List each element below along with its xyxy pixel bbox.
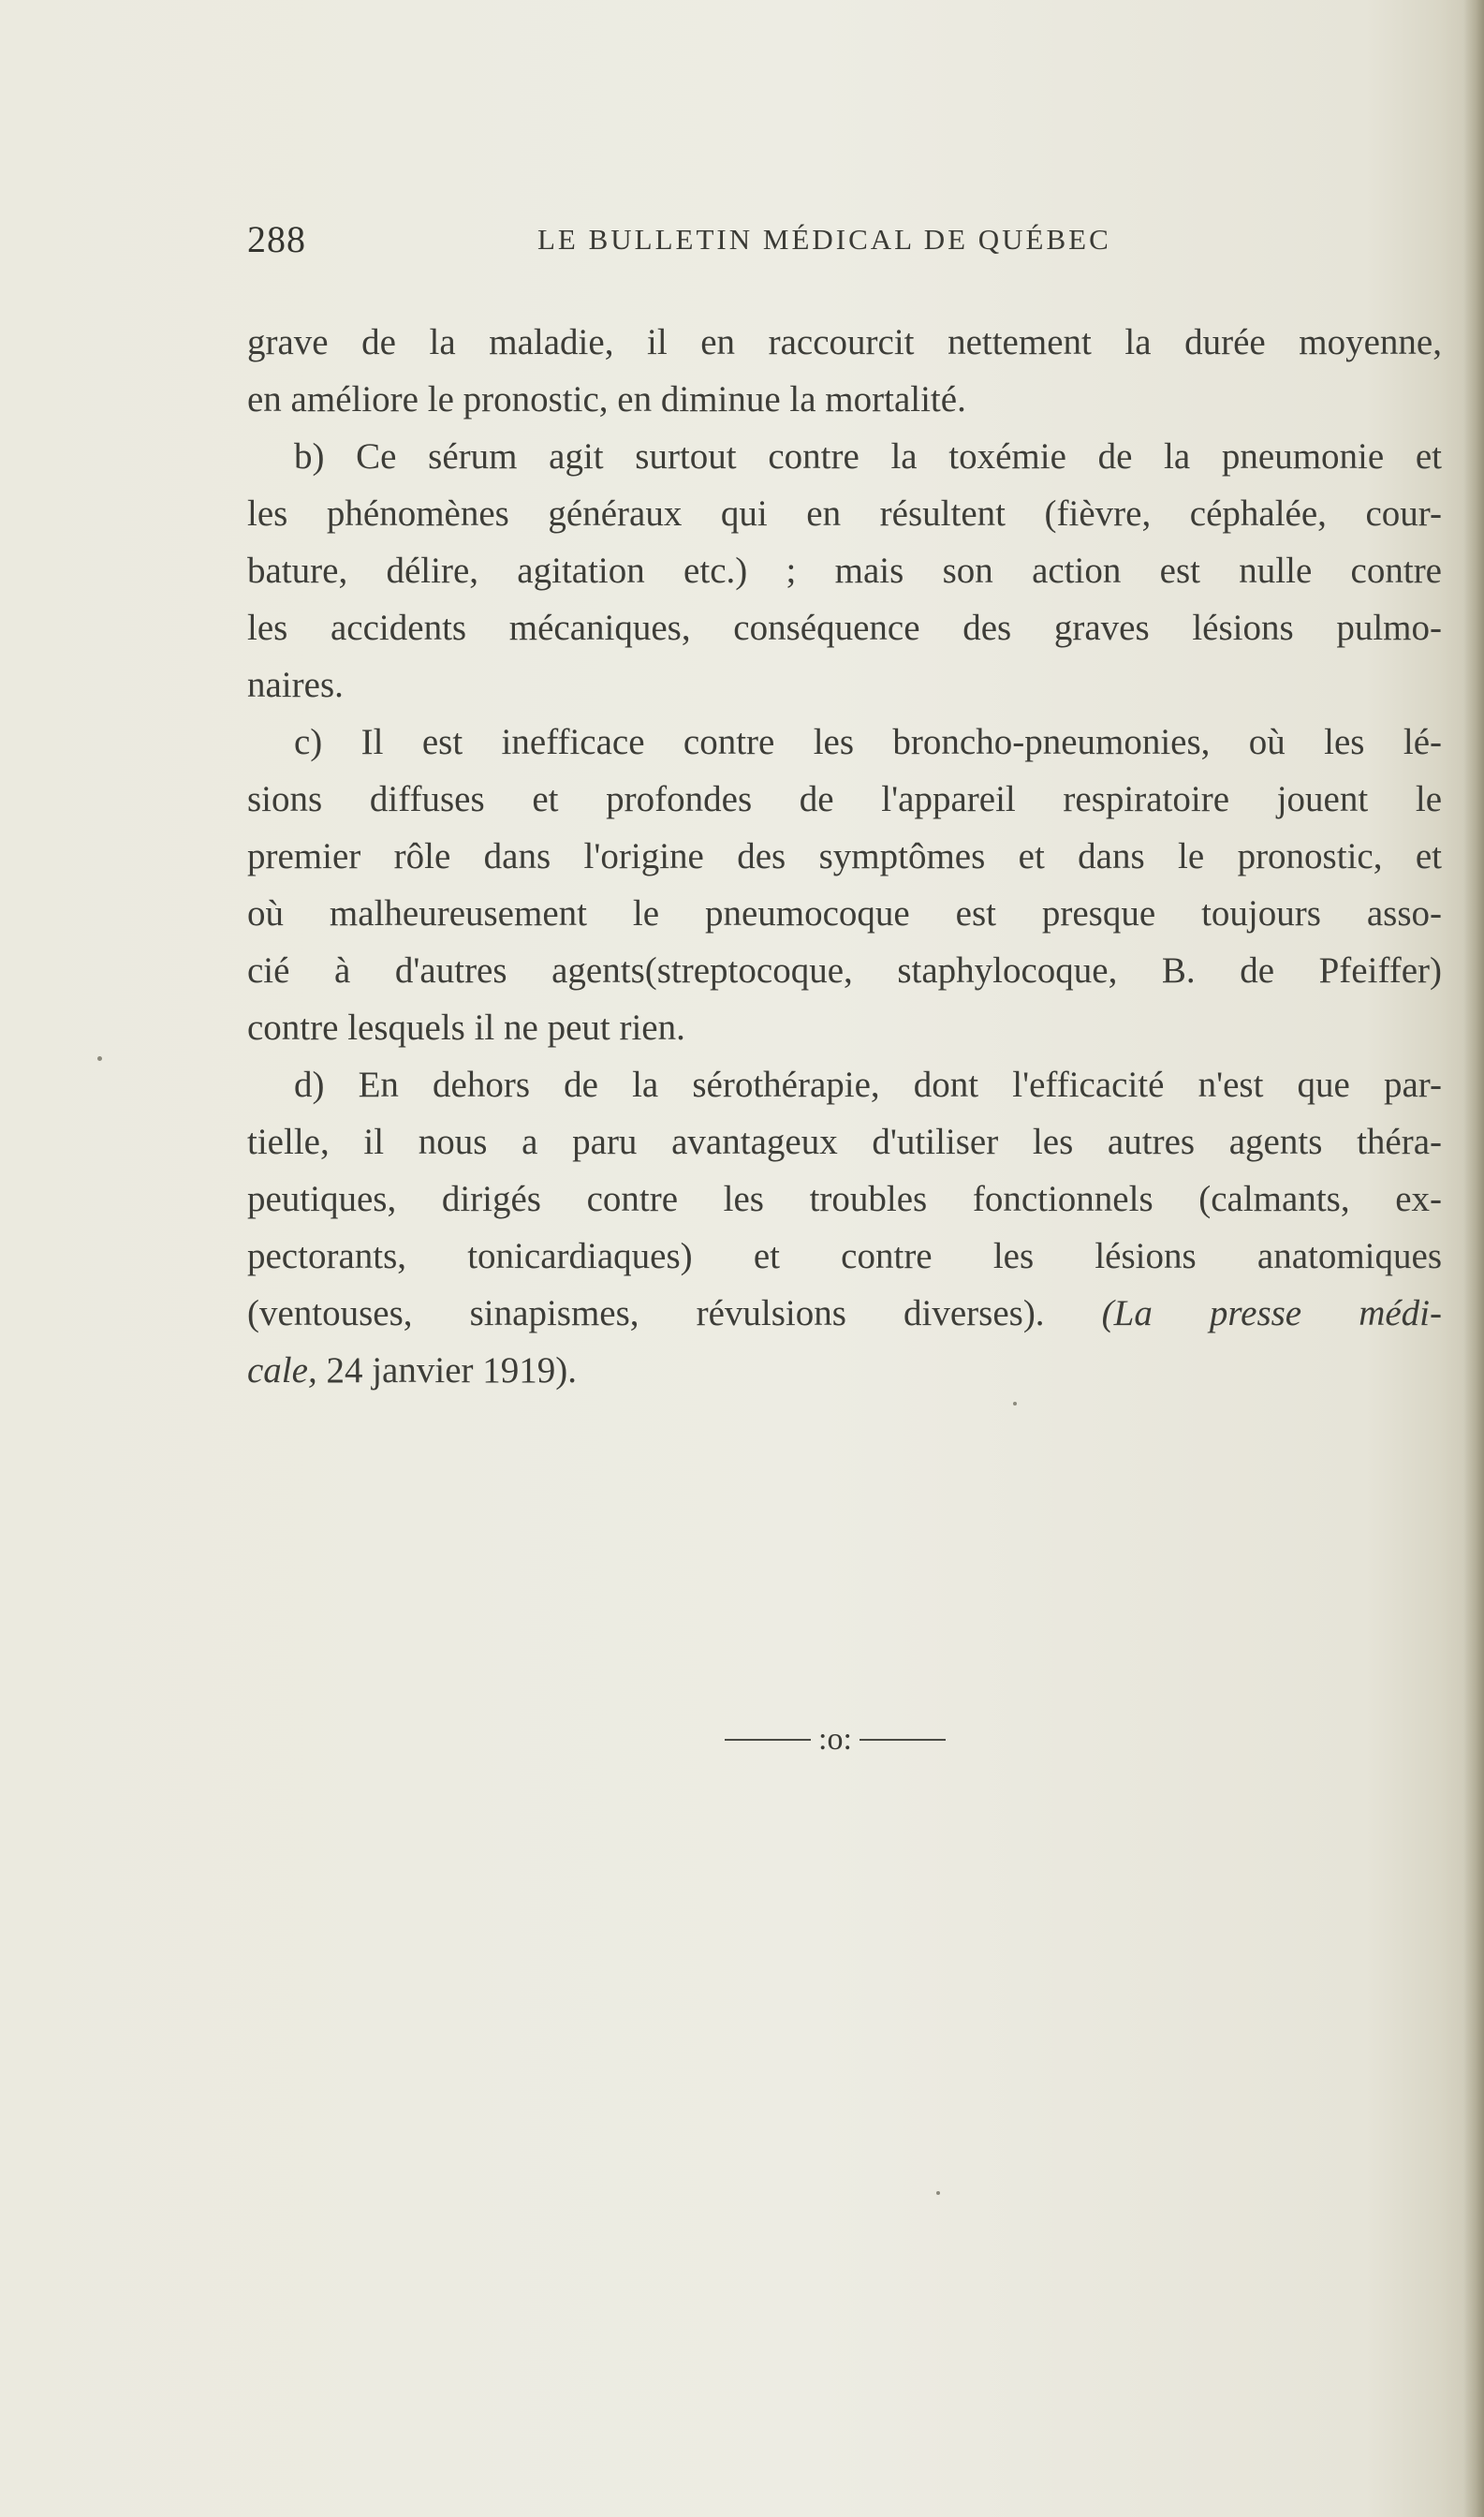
running-title: LE BULLETIN MÉDICAL DE QUÉBEC [537,223,1111,256]
text-line: contre lesquels il ne peut rien. [247,1008,685,1048]
text-line: grave de la maladie, il en raccourcit nettement la durée moyenne, [247,322,1442,362]
text-line: bature, délire, agitation etc.) ; mais son action est nulle contre [247,551,1442,591]
text-line: c) Il est inefficace contre les broncho-pneumonies, où les lé- [294,722,1442,762]
page-edge-shadow [1463,0,1484,2517]
text-line: peutiques, dirigés contre les troubles fonctionnels (calmants, ex- [247,1179,1442,1219]
text-line: premier rôle dans l'origine des symptômes et dans le pronostic, et [247,836,1442,876]
text-line: pectorants, tonicardiaques) et contre les lésions anatomiques [247,1236,1442,1276]
page-header [247,217,1442,273]
text-line: tielle, il nous a paru avantageux d'utiliser les autres agents théra- [247,1122,1442,1162]
paper-speck [97,1056,102,1061]
paper-speck [1013,1402,1017,1406]
text-segment: 24 janvier 1919). [326,1350,577,1391]
article-body [247,314,1442,1399]
paper-speck [936,2191,940,2195]
citation-italic: cale, [247,1350,317,1391]
citation-italic: (La presse médi- [1101,1293,1442,1333]
separator-rule-left [725,1739,811,1741]
text-line: cié à d'autres agents(streptocoque, staphylocoque, B. de Pfeiffer) [247,950,1442,991]
page-number: 288 [247,218,306,260]
text-line: sions diffuses et profondes de l'appareil respiratoire jouent le [247,779,1442,819]
text-line: où malheureusement le pneumocoque est presque toujours asso- [247,893,1442,934]
text-line: naires. [247,665,344,705]
text-line: b) Ce sérum agit surtout contre la toxémie de la pneumonie et [294,436,1442,477]
text-line: d) En dehors de la sérothérapie, dont l'efficacité n'est que par- [294,1065,1442,1105]
text-line-citation-end [247,1342,1442,1399]
text-line: les accidents mécaniques, conséquence des graves lésions pulmo- [247,608,1442,648]
text-line: les phénomènes généraux qui en résultent (fièvre, céphalée, cour- [247,493,1442,534]
text-line-citation-start [247,1285,1442,1342]
separator-rule-right [860,1739,946,1741]
separator-mark: :o: [818,1722,852,1757]
section-separator [725,1719,946,1760]
text-line: en améliore le pronostic, en diminue la mortalité. [247,379,966,420]
text-segment: (ventouses, sinapismes, révulsions diverses). [247,1293,1045,1333]
